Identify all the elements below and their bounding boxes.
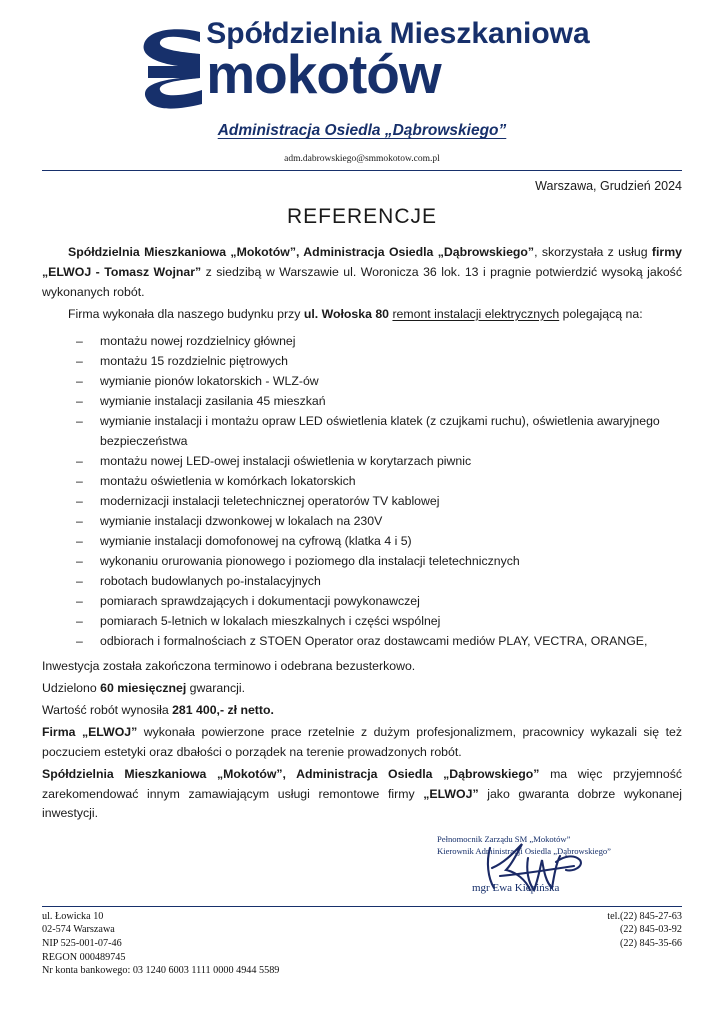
- contractor-name: Firma „ELWOJ”: [42, 724, 138, 739]
- scope-address: ul. Wołoska 80: [303, 306, 390, 321]
- scope-list: [42, 331, 682, 652]
- list-item: – odbiorach i formalnościach z STOEN Operator oraz dostawcami mediów PLAY, VECTRA, ORANGE,: [42, 631, 682, 651]
- footer-address-line: ul. Łowicka 10: [42, 910, 104, 922]
- sm-monogram-icon: [134, 20, 210, 112]
- list-item: – wymianie instalacji domofonowej na cyfrową (klatka 4 i 5): [42, 531, 682, 551]
- scope-work-type: remont instalacji elektrycznych: [392, 306, 560, 321]
- warranty-period: 60 miesięcznej: [100, 681, 187, 696]
- list-item: – wymianie pionów lokatorskich - WLZ-ów: [42, 371, 682, 391]
- footer-address: [42, 910, 279, 978]
- closing-paragraph-3: [42, 701, 682, 721]
- intro-text-2: z siedzibą w Warszawie ul. Woronicza 36 lok. 13 i pragnie potwierdzić wysoką jakość wykonanych robót.: [42, 264, 682, 299]
- footer-phone-line: tel.(22) 845-27-63: [607, 910, 682, 922]
- header-divider: [42, 170, 682, 171]
- intro-text-1: , skorzystała z usług: [534, 245, 652, 259]
- signatory-name: mgr Ewa Kiepińska: [472, 882, 560, 895]
- footer: [42, 906, 682, 978]
- recommender-name: Spółdzielnia Mieszkaniowa „Mokotów”, Administracja Osiedla „Dąbrowskiego”: [42, 766, 540, 781]
- list-item: – pomiarach sprawdzających i dokumentacji powykonawczej: [42, 591, 682, 611]
- intro-contractor: firmy „ELWOJ - Tomasz Wojnar”: [42, 245, 682, 279]
- place-and-date: Warszawa, Grudzień 2024: [535, 179, 682, 193]
- contact-email: adm.dabrowskiego@smmokotow.com.pl: [284, 154, 440, 164]
- contract-value: 281 400,- zł netto.: [172, 702, 274, 717]
- logo-row: [42, 16, 682, 112]
- list-item: – wymianie instalacji zasilania 45 mieszkań: [42, 391, 682, 411]
- footer-divider: [42, 906, 682, 907]
- closing-paragraph-1: Inwestycja została zakończona terminowo i odebrana bezusterkowo.: [42, 659, 416, 674]
- closing-paragraph-4: [42, 723, 682, 763]
- letterhead: [42, 0, 682, 171]
- list-item: – montażu 15 rozdzielnic piętrowych: [42, 351, 682, 371]
- footer-phones: [607, 910, 682, 978]
- stamp-line-1: Pełnomocnik Zarządu SM „Mokotów”: [437, 834, 571, 845]
- list-item: – robotach budowlanych po-instalacyjnych: [42, 571, 682, 591]
- footer-address-line: REGON 000489745: [42, 951, 126, 963]
- footer-phone-line: (22) 845-03-92: [620, 924, 682, 936]
- quality-text: wykonała powierzone prace rzetelnie z dużym profesjonalizmem, pracownicy wykazali się też poczuciem estetyki oraz dbałości o porządek na terenie prowadzonych robót.: [42, 724, 682, 759]
- list-item: – pomiarach 5-letnich w lokalach mieszkalnych i części wspólnej: [42, 611, 682, 631]
- brand-line-2: mokotów: [206, 42, 441, 105]
- intro-company: Spółdzielnia Mieszkaniowa „Mokotów”, Administracja Osiedla „Dąbrowskiego”: [68, 245, 535, 259]
- footer-phone-line: (22) 845-35-66: [620, 937, 682, 949]
- intro-paragraph-1: [42, 243, 682, 303]
- list-item: – wymianie instalacji i montażu opraw LED oświetlenia klatek (z czujkami ruchu), oświetlenia awaryjnego bezpieczeństwa: [42, 411, 682, 451]
- list-item: – montażu nowej rozdzielnicy głównej: [42, 331, 682, 351]
- brand-text: [206, 17, 590, 105]
- footer-address-line: NIP 525-001-07-46: [42, 937, 122, 949]
- signature-block: [42, 834, 682, 902]
- warranty-text-2: gwarancji.: [186, 681, 246, 696]
- recommend-text-1: ma więc przyjemność zarekomendować innym zamawiającym usługi remontowe firmy: [42, 766, 682, 801]
- recommended-company: „ELWOJ”: [423, 786, 479, 801]
- list-item: – montażu oświetlenia w komórkach lokatorskich: [42, 471, 682, 491]
- list-item: – montażu nowej LED-owej instalacji oświetlenia w korytarzach piwnic: [42, 451, 682, 471]
- list-item: – modernizacji instalacji teletechnicznej operatorów TV kablowej: [42, 491, 682, 511]
- stamp-line-2: Kierownik Administracji Osiedla „Dąbrowskiego”: [437, 845, 611, 856]
- value-text-1: Wartość robót wynosiła: [42, 702, 173, 717]
- recommend-text-2: jako gwaranta dobrze wykonanej inwestycji.: [42, 786, 683, 821]
- scope-text-2: polegającą na:: [559, 306, 643, 321]
- closing-paragraph-5: [42, 765, 682, 825]
- intro-paragraph-2: [42, 305, 682, 325]
- brand-line-1: Spółdzielnia Mieszkaniowa: [206, 17, 590, 50]
- list-item: – wymianie instalacji dzwonkowej w lokalach na 230V: [42, 511, 682, 531]
- closing-paragraph-2: [42, 679, 682, 699]
- footer-address-line: 02-574 Warszawa: [42, 924, 115, 936]
- scope-text-1: Firma wykonała dla naszego budynku przy: [68, 306, 304, 321]
- administration-subtitle: Administracja Osiedla „Dąbrowskiego”: [217, 122, 507, 139]
- list-item: – wykonaniu orurowania pionowego i poziomego dla instalacji teletechnicznych: [42, 551, 682, 571]
- page-title: REFERENCJE: [286, 205, 438, 228]
- warranty-text-1: Udzielono: [42, 681, 101, 696]
- footer-bank-account: Nr konta bankowego: 03 1240 6003 1111 0000 4944 5589: [42, 965, 280, 977]
